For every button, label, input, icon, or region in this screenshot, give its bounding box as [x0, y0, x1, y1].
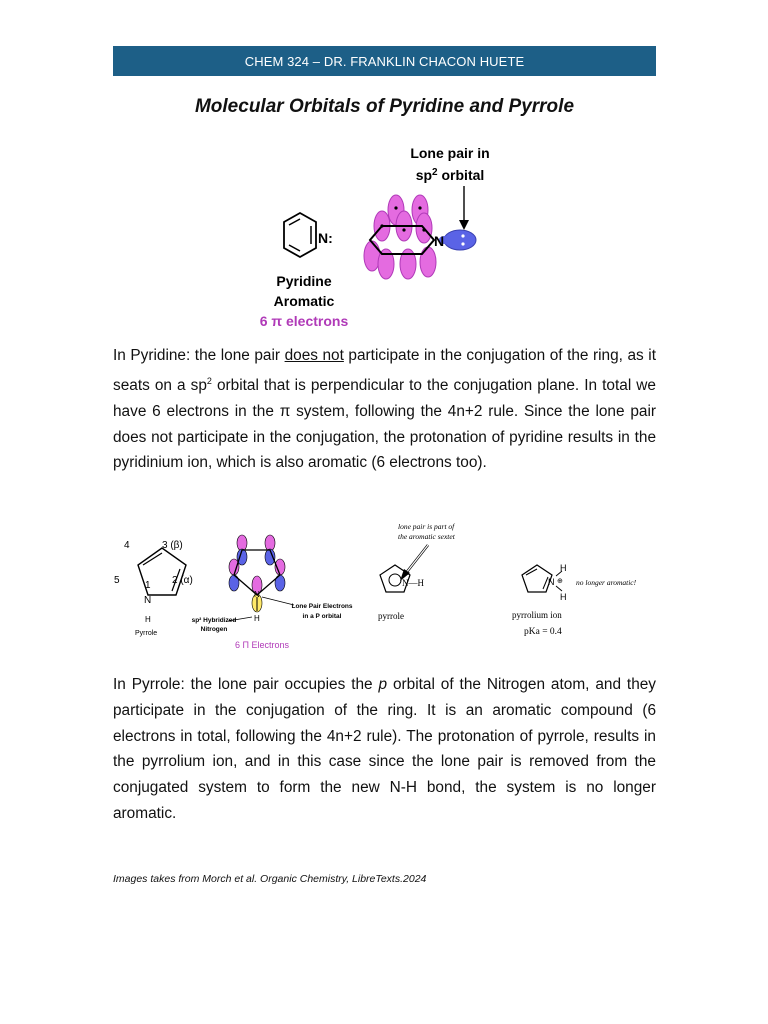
lone-pair-label-line1: Lone pair in: [410, 145, 490, 161]
image-source-footnote: Images takes from Morch et al. Organic Chemistry, LibreTexts.2024: [113, 873, 427, 885]
pyridine-ring: [284, 213, 316, 257]
orbital-n-label: N: [434, 233, 445, 249]
pyrrole-pos3: 3 (β): [162, 540, 183, 551]
pyridine-name: Pyridine: [276, 273, 332, 289]
pyrrole-caption: pyrrole: [378, 611, 404, 621]
pyridine-n-label: N:: [318, 230, 333, 246]
pyrrole-pos4: 4: [124, 540, 130, 551]
sextet-note-line2: the aromatic sextet: [398, 532, 455, 541]
pyrrole-nh: N—H: [402, 578, 424, 588]
pyrrole-label: Pyrrole: [135, 630, 158, 637]
lone-pair-label-line2: $sp^2$ orbital: [415, 167, 485, 183]
pka-value: pKa = 0.4: [524, 627, 562, 637]
pyrrolium-caption: pyrrolium ion: [512, 610, 562, 620]
pyrrolium-h-top: H: [560, 563, 567, 573]
sextet-note-line1: lone pair is part of: [398, 522, 455, 531]
pyrrole-n: N: [144, 595, 152, 606]
pyridine-figure: [258, 140, 518, 335]
pyrrole-pos2: 2 (α): [172, 575, 193, 586]
sp2-hybridized-label: sp² Hybridized: [191, 617, 237, 624]
pyridine-orbital-diagram: [364, 195, 476, 279]
pyrrole-pos1: 1: [145, 580, 151, 591]
lone-pair-p-orbital-label: in a P orbital: [302, 613, 342, 620]
pyridine-aromatic: Aromatic: [273, 293, 335, 309]
pyrrolium-structure: [522, 565, 562, 592]
course-header-text: CHEM 324 – DR. FRANKLIN CHACON HUETE: [244, 53, 525, 69]
no-longer-aromatic: no longer aromatic!: [576, 578, 637, 587]
pyrrolium-charge: ⊕: [557, 578, 563, 585]
sp2-nitrogen-label: Nitrogen: [200, 626, 228, 633]
pyrrole-orbital-diagram: [228, 535, 294, 621]
lone-pair-electrons-label: Lone Pair Electrons: [291, 603, 353, 610]
orbital-h: H: [254, 614, 260, 623]
pyridine-paragraph: In Pyridine: the lone pair does not participate in the conjugation of the ring, as it seats on a $sp^2$ orbital that is perpendicular to the conjugation plane. In total we have 6 electrons in the π system, following the 4n+2 rule. Since the lone pair does not participate in the conjugation, the protonation of pyridine results in the pyridinium ion, which is also aromatic (6 electrons too).: [113, 347, 656, 472]
pyrrole-figure: [110, 515, 670, 655]
pyrrolium-n: N: [548, 577, 555, 587]
six-pi-electrons-label: 6 Π Electrons: [234, 640, 290, 650]
course-header-bar: [113, 46, 656, 76]
pyrrole-paragraph: In Pyrrole: the lone pair occupies the p orbital of the Nitrogen atom, and they participate in the conjugation of the ring. It is an aromatic compound (6 electrons in total, following the 4n+2 rule). The protonation of pyrrole, results in the pyrrolium ion, and in this case since the lone pair is removed from the conjugated system to form the new N-H bond, the system is no longer aromatic.: [113, 676, 657, 822]
pyrrole-h: H: [145, 615, 151, 624]
lone-pair-arrowhead: [459, 220, 469, 230]
orbital-n: N: [254, 590, 260, 599]
document-title: Molecular Orbitals of Pyridine and Pyrrole: [194, 96, 575, 117]
pyrrole-pos5: 5: [114, 575, 120, 586]
pyridine-electrons: 6 π electrons: [259, 313, 349, 329]
pyrrolium-h-bottom: H: [560, 592, 567, 602]
